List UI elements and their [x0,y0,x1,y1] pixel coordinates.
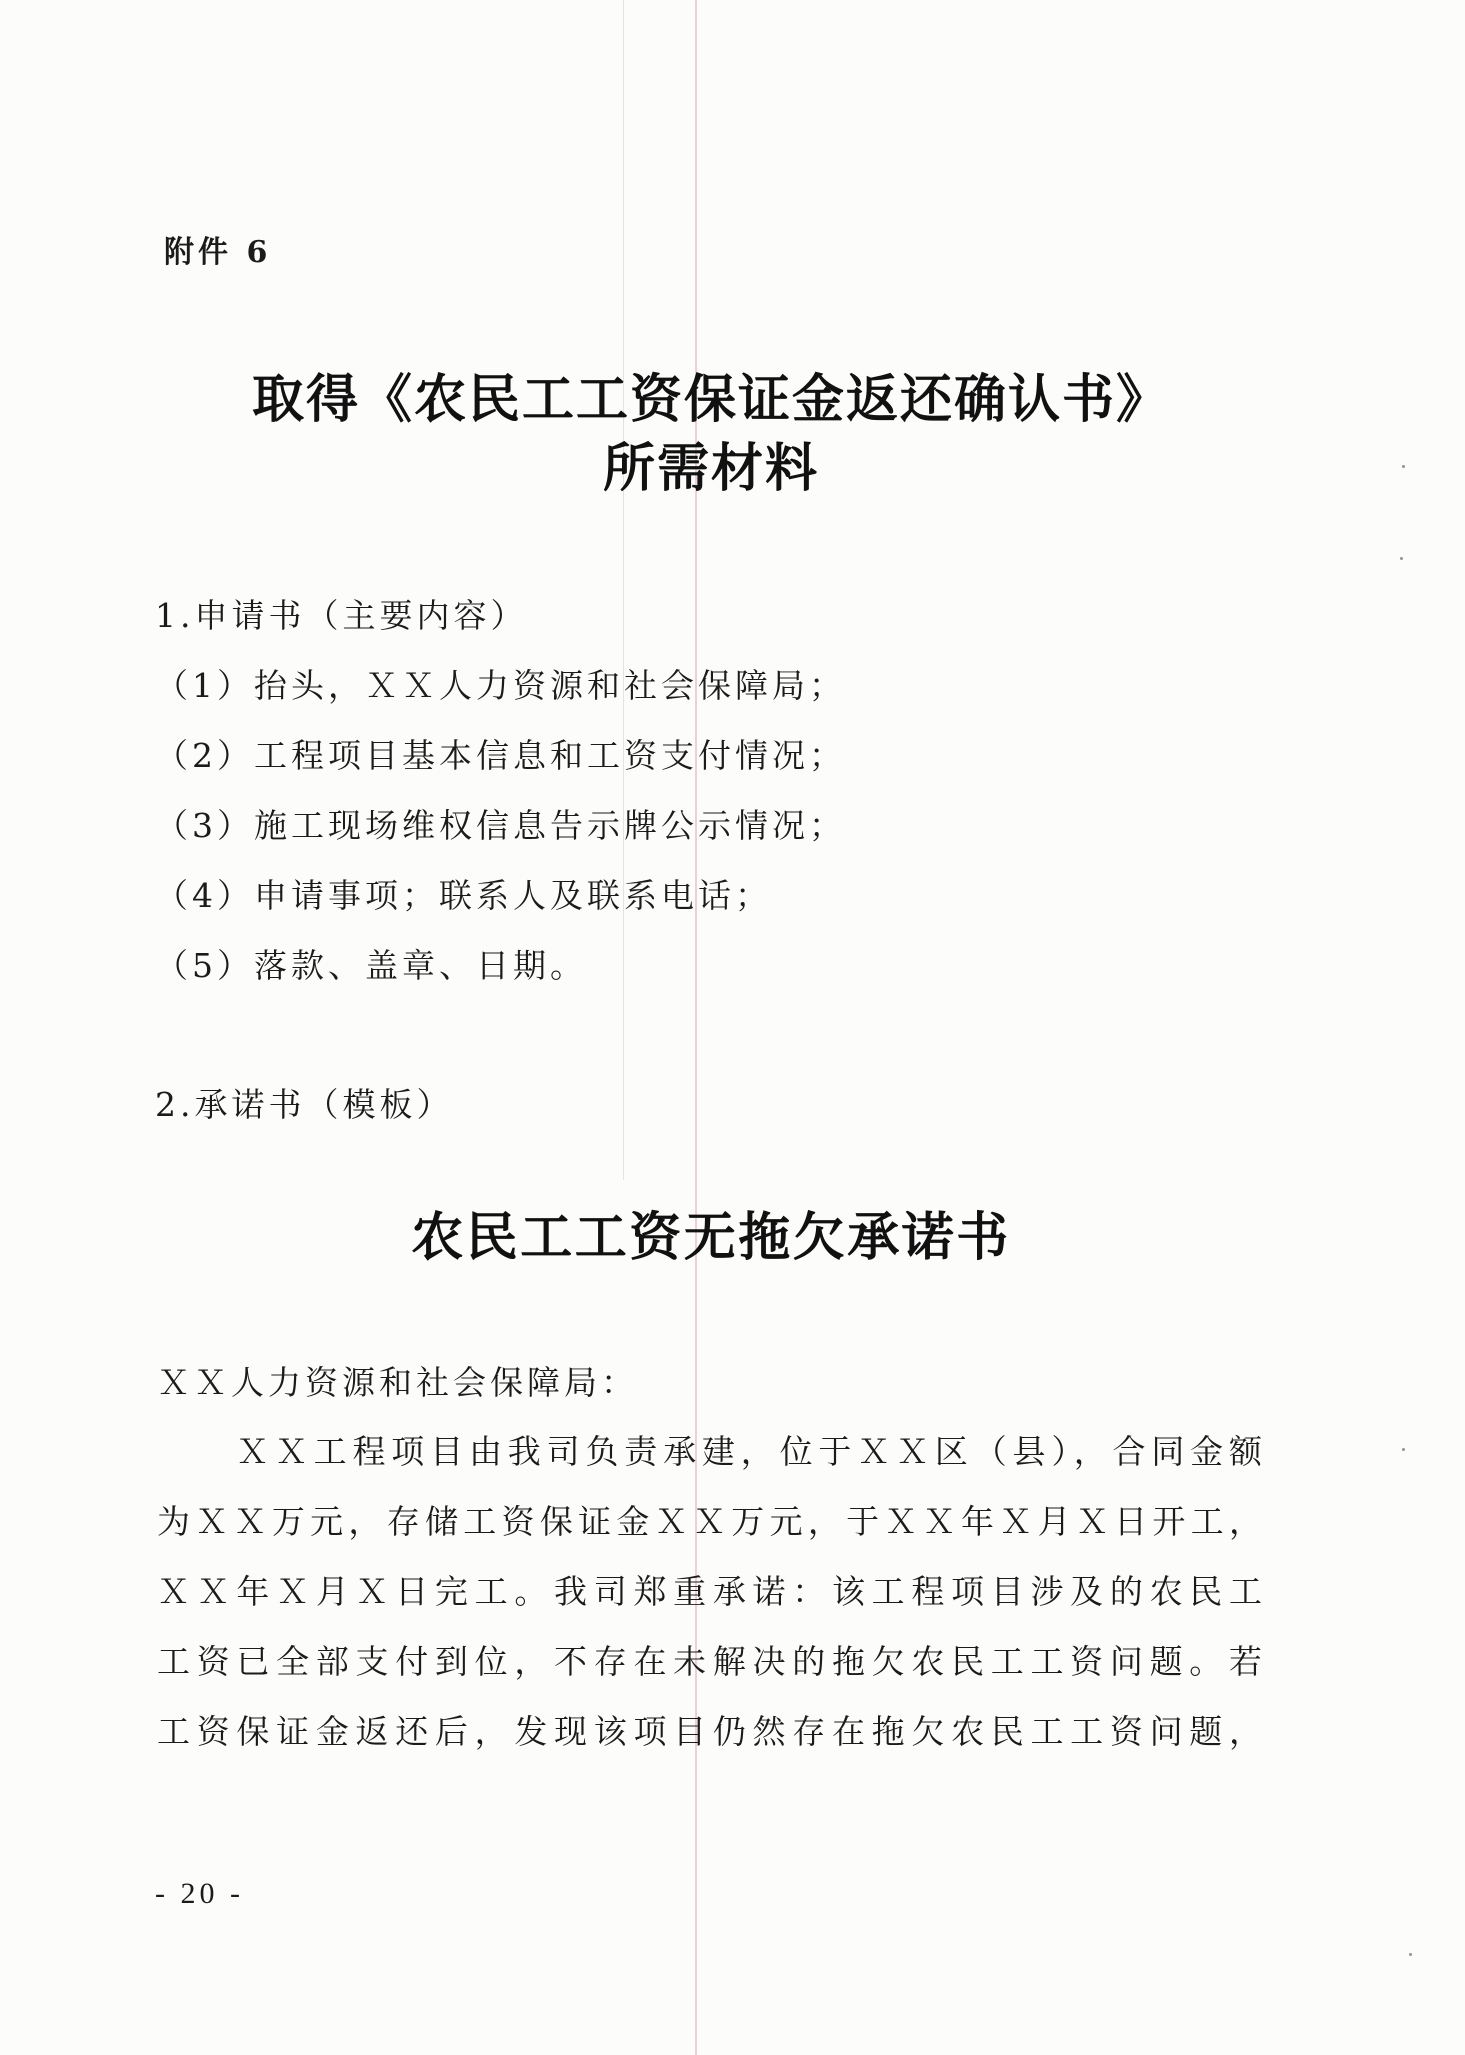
application-section [155,581,1265,1001]
letter-body-line: 工资保证金返还后，发现该项目仍然存在拖欠农民工工资问题， [157,1712,1265,1751]
application-item: （2）工程项目基本信息和工资支付情况； [155,736,846,775]
attachment-label: 附件 6 [164,235,272,270]
document-title-line1: 取得《农民工工资保证金返还确认书》 [251,369,1170,430]
scan-speck [1402,1448,1405,1451]
commitment-letter-title: 农民工工资无拖欠承诺书 [411,1207,1011,1268]
scan-speck [1409,1953,1412,1956]
letter-body-line: 工资已全部支付到位，不存在未解决的拖欠农民工工资问题。若 [157,1642,1265,1681]
letter-body-line: ＸＸ年Ｘ月Ｘ日完工。我司郑重承诺：该工程项目涉及的农民工 [157,1572,1265,1611]
letter-body-line: ＸＸ工程项目由我司负责承建，位于ＸＸ区（县），合同金额 [236,1432,1265,1471]
letter-body [157,1417,1265,1767]
application-item: （5）落款、盖章、日期。 [155,946,587,985]
application-item: （3）施工现场维权信息告示牌公示情况； [155,806,846,845]
scan-speck [1400,557,1403,560]
application-item: （4）申请事项；联系人及联系电话； [155,876,772,915]
scan-speck [1402,465,1405,468]
document-title-line2: 所需材料 [602,438,819,499]
letter-body-line: 为ＸＸ万元，存储工资保证金ＸＸ万元，于ＸＸ年Ｘ月Ｘ日开工， [157,1502,1265,1541]
commitment-heading: 2.承诺书（模板） [155,1085,454,1124]
page-number: - 20 - [155,1877,244,1910]
letter-salutation: ＸＸ人力资源和社会保障局： [157,1363,638,1402]
application-item: （1）抬头，ＸＸ人力资源和社会保障局； [155,666,846,705]
application-heading: 1.申请书（主要内容） [155,596,528,635]
